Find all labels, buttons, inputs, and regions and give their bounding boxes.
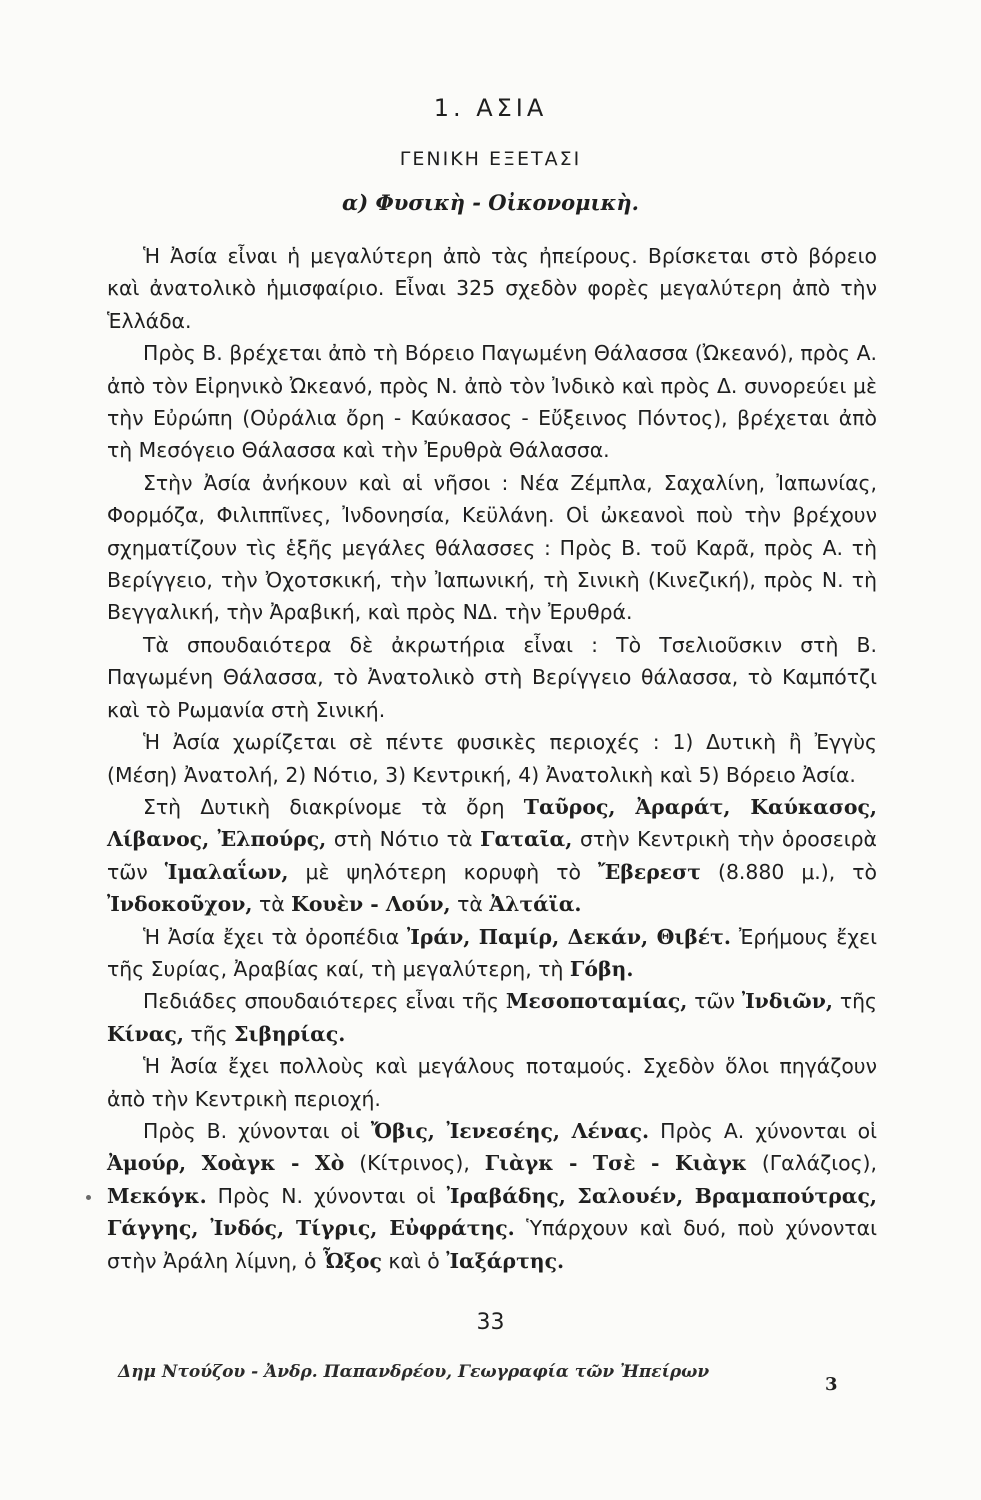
text-run: Ἡ Ἀσία ἔχει τὰ ὀροπέδια [143, 924, 407, 949]
bold-term: Σιβηρίας. [234, 1021, 346, 1046]
paragraph [107, 985, 877, 1050]
text-run: (Γαλάζιος), [746, 1151, 877, 1176]
paragraph [107, 921, 877, 986]
bold-term: Ἰνδοκοῦχον, [107, 892, 253, 917]
section-title: ΓΕΝΙΚΗ ΕΞΕΤΑΣΙ [399, 148, 582, 170]
paragraph [107, 1050, 877, 1115]
chapter-title: 1. ΑΣΙΑ [433, 94, 548, 122]
text-run: τῶν [687, 989, 742, 1014]
paragraph [107, 467, 877, 629]
bold-term: Γαταῖα, [480, 827, 573, 852]
text-run: Πεδιάδες σπουδαιότερες εἶναι τῆς [143, 989, 506, 1014]
footer-credit: Δημ Ντούζου - Ἀνδρ. Παπανδρέου, Γεωγραφία τῶν Ἠπείρων [118, 1362, 710, 1382]
bold-term: Ταῦρος, Ἀραράτ, Καύκασος, Λίβανος, Ἐλπούρς, [107, 794, 878, 852]
bold-term: Ἰνδιῶν, [741, 989, 833, 1014]
text-run: στὴν Κεντρικὴ τὴν ὁροσειρὰ τῶν [107, 827, 877, 884]
signature-mark: 3 [825, 1374, 838, 1395]
paragraph [107, 337, 877, 467]
text-run: μὲ ψηλότερη κορυφὴ τὸ [288, 859, 599, 884]
bold-term: Ἰραβάδης, Σαλουέν, Βραμαπούτρας, Γάγγης, Ἰνδός, Τίγρις, Εὐφράτης. [107, 1183, 877, 1241]
text-run: Πρὸς Ν. χύνονται οἱ [206, 1183, 447, 1208]
margin-dot [86, 1195, 91, 1200]
page-number: 33 [476, 1310, 505, 1335]
paragraph [107, 629, 877, 726]
text-run: (8.880 μ.), τὸ [700, 859, 877, 884]
bold-term: Γιὰγκ - Τσὲ - Κιὰγκ [484, 1151, 747, 1176]
text-run: (Κίτρινος), [344, 1151, 485, 1176]
bold-term: Μεκόγκ. [107, 1183, 207, 1208]
text-run: Στὴν Ἀσία ἀνήκουν καὶ αἱ νῆσοι : Νέα Ζέμπλα, Σαχαλίνη, Ἰαπωνίας, Φορμόζα, Φιλιππῖνες, Ἰνδονησία, Κεϋλάνη. Οἱ ὠκεανοὶ ποὺ τὴν βρέχουν σχηματίζουν τὶς ἑξῆς μεγάλες θάλασσες : Πρὸς Β. τοῦ Καρᾶ, πρὸς Α. τὴ Βερίγγειο, τὴν Ὀχοτσκική, τὴν Ἰαπωνική, τὴ Σινικὴ (Κινεζική), πρὸς Ν. τὴ Βεγγαλική, τὴν Ἀραβική, καὶ πρὸς ΝΔ. τὴν Ἐρυθρά. [107, 470, 877, 625]
bold-term: Ἰαξάρτης. [446, 1248, 565, 1273]
bold-term: Ἀμούρ, Χοὰγκ - Χὸ [107, 1151, 345, 1176]
text-run: Πρὸς Β. βρέχεται ἀπὸ τὴ Βόρειο Παγωμένη Θάλασσα (Ὠκεανό), πρὸς Α. ἀπὸ τὸν Εἰρηνικὸ Ὠκεανό, πρὸς Ν. ἀπὸ τὸν Ἰνδικὸ καὶ πρὸς Δ. συνορεύει μὲ τὴν Εὐρώπη (Οὐράλια ὄρη - Καύκασος - Εὔξεινος Πόντος), βρέχεται ἀπὸ τὴ Μεσόγειο Θάλασσα καὶ τὴν Ἐρυθρὰ Θάλασσα. [107, 341, 877, 463]
text-run: Πρὸς Α. χύνονται οἱ [649, 1118, 877, 1143]
text-run: Ἡ Ἀσία εἶναι ἡ μεγαλύτερη ἀπὸ τὰς ἠπείρους. Βρίσκεται στὸ βόρειο καὶ ἀνατολικὸ ἡμισφαίριο. Εἶναι 325 σχεδὸν φορὲς μεγαλύτερη ἀπὸ τὴν Ἑλλάδα. [107, 244, 877, 333]
paragraph [107, 240, 877, 337]
body-text [107, 240, 877, 1277]
bold-term: Ἰράν, Παμίρ, Δεκάν, Θιβέτ. [407, 924, 731, 949]
bold-term: Κίνας, [107, 1021, 184, 1046]
bold-term: Ἔβερεστ [598, 859, 701, 884]
text-run: Ἐρήμους ἔχει τῆς Συρίας, Ἀραβίας καί, τὴ μεγαλύτερη, τὴ [107, 924, 878, 981]
bold-term: Ὦξος [322, 1248, 382, 1273]
bold-term: Μεσοποταμίας, [505, 989, 688, 1014]
paragraph [107, 726, 877, 791]
text-run: Τὰ σπουδαιότερα δὲ ἀκρωτήρια εἶναι : Τὸ Τσελιοῦσκιν στὴ Β. Παγωμένη Θάλασσα, τὸ Ἀνατολικὸ στὴ Βερίγγειο θάλασσα, τὸ Καμπότζι καὶ τὸ Ρωμανία στὴ Σινική. [107, 632, 877, 722]
text-run: Πρὸς Β. χύνονται οἱ [143, 1118, 371, 1143]
bold-term: Γόβη. [569, 956, 634, 981]
text-run: τὰ [252, 892, 292, 917]
paragraph [107, 1115, 877, 1277]
bold-term: Ἱμαλαΐων, [164, 859, 289, 884]
text-run: καὶ ὁ [381, 1248, 447, 1273]
text-run: στὴ Νότιο τὰ [326, 827, 481, 852]
text-run: Ὑπάρχουν καὶ δυό, ποὺ χύνονται στὴν Ἀράλη λίμνη, ὁ [107, 1216, 877, 1273]
text-run: τῆς [832, 989, 877, 1014]
paragraph [107, 791, 877, 921]
bold-term: Ὄβις, Ἰενεσέης, Λένας. [370, 1118, 650, 1143]
bold-term: Κουὲν - Λούν, [291, 892, 451, 917]
text-run: Ἡ Ἀσία ἔχει πολλοὺς καὶ μεγάλους ποταμούς. Σχεδὸν ὅλοι πηγάζουν ἀπὸ τὴν Κεντρικὴ περιοχή. [107, 1054, 877, 1111]
subsection-title: α) Φυσικὴ - Οἰκονομικὴ. [342, 190, 639, 215]
bold-term: Ἀλτάϊα. [489, 892, 582, 917]
text-run: Ἡ Ἀσία χωρίζεται σὲ πέντε φυσικὲς περιοχές : 1) Δυτικὴ ἢ Ἐγγὺς (Μέση) Ἀνατολή, 2) Νότιο, 3) Κεντρική, 4) Ἀνατολικὴ καὶ 5) Βόρειο Ἀσία. [107, 730, 877, 787]
text-run: Στὴ Δυτικὴ διακρίνομε τὰ ὄρη [143, 794, 524, 819]
text-run: τὰ [450, 892, 490, 917]
text-run: τῆς [183, 1021, 235, 1046]
